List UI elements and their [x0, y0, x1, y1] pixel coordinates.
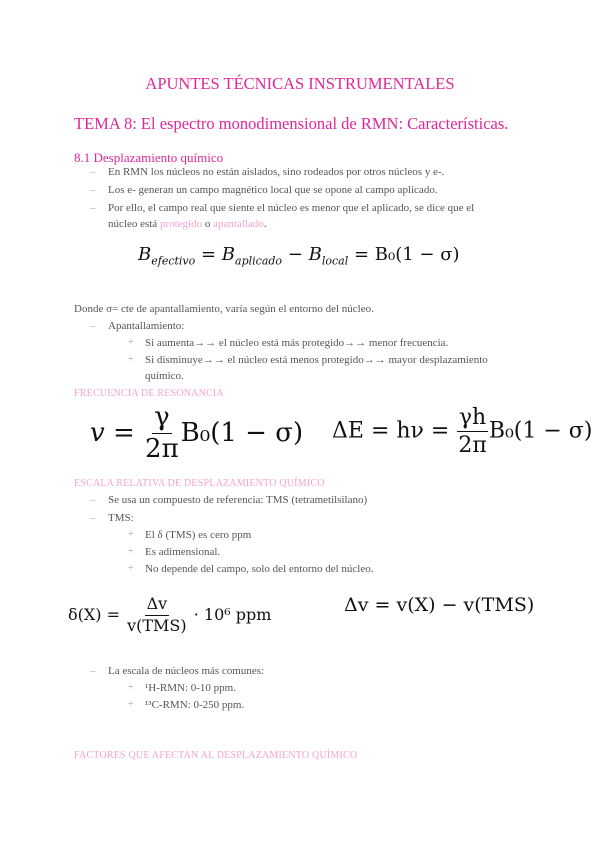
- list-item-continuation: [108, 218, 267, 230]
- text-segment: .: [263, 218, 267, 230]
- bullet-plus: +: [128, 354, 134, 365]
- equation-frequency: v = $\frac{\gamma}{2\pi}$ B₀(1 − σ): [90, 402, 304, 465]
- topic-heading: TEMA 8: El espectro monodimensional de RMN: Características.: [74, 114, 509, 133]
- bullet-dash: –: [90, 202, 96, 214]
- highlight-apantallado: apantallado: [213, 218, 264, 230]
- bullet-dash: –: [90, 320, 96, 332]
- section-heading: 8.1 Desplazamiento químico: [74, 150, 224, 165]
- bullet-dash: –: [90, 184, 96, 196]
- list-item: TMS:: [108, 512, 134, 524]
- bullet-dash: –: [90, 512, 96, 524]
- list-item: Es adimensional.: [145, 546, 221, 558]
- list-item: ¹H-RMN: 0-10 ppm.: [145, 682, 236, 694]
- subheading-escala: ESCALA RELATIVA DE DESPLAZAMIENTO QUÍMICO: [74, 478, 325, 489]
- list-item: Si aumenta→→ el núcleo está más protegido→→ menor frecuencia.: [145, 337, 449, 349]
- subheading-frecuencia: FRECUENCIA DE RESONANCIA: [74, 388, 224, 399]
- list-item: La escala de núcleos más comunes:: [108, 665, 265, 677]
- bullet-plus: +: [128, 529, 134, 540]
- bullet-plus: +: [128, 563, 134, 574]
- equation-delta-v: Δv = v(X) − v(TMS): [344, 594, 535, 616]
- equation-delta: δ(X) = $\frac{\Delta v}{\text{v(TMS)}}$ · 10⁶ ppm: [68, 594, 272, 635]
- bullet-plus: +: [128, 546, 134, 557]
- text-segment: núcleo está: [108, 218, 160, 230]
- equation-energy: ΔE = hν = $\frac{\gamma h}{2\pi}$ B₀(1 − σ): [332, 405, 593, 459]
- definition-text: Donde σ= cte de apantallamiento, varía según el entorno del núcleo.: [74, 303, 374, 315]
- bullet-dash: –: [90, 665, 96, 677]
- list-item: Si disminuye→→ el núcleo está menos protegido→→ mayor desplazamiento: [145, 354, 488, 366]
- list-item-continuation: químico.: [145, 370, 184, 382]
- document-title: APUNTES TÉCNICAS INSTRUMENTALES: [145, 74, 455, 93]
- bullet-dash: –: [90, 166, 96, 178]
- text-segment: o: [202, 218, 214, 230]
- subheading-factores: FACTORES QUE AFECTAN AL DESPLAZAMIENTO QUÍMICO: [74, 750, 358, 761]
- list-item: Se usa un compuesto de referencia: TMS (tetrametilsilano): [108, 494, 368, 506]
- list-item: Apantallamiento:: [108, 320, 185, 332]
- list-item: Por ello, el campo real que siente el núcleo es menor que el aplicado, se dice que el: [108, 202, 475, 214]
- equation-b-efectivo: $B_{efectivo} = B_{aplicado} - B_{local} = B_0(1 - \sigma)$: [138, 244, 460, 268]
- list-item: Los e- generan un campo magnético local que se opone al campo aplicado.: [108, 184, 438, 196]
- bullet-plus: +: [128, 682, 134, 693]
- list-item: ¹³C-RMN: 0-250 ppm.: [145, 699, 245, 711]
- list-item: El δ (TMS) es cero ppm: [145, 529, 252, 541]
- list-item: No depende del campo, solo del entorno del núcleo.: [145, 563, 374, 575]
- bullet-plus: +: [128, 699, 134, 710]
- highlight-protegido: protegido: [159, 218, 203, 230]
- list-item: En RMN los núcleos no están aislados, sino rodeados por otros núcleos y e-.: [108, 166, 445, 178]
- bullet-dash: –: [90, 494, 96, 506]
- bullet-plus: +: [128, 337, 134, 348]
